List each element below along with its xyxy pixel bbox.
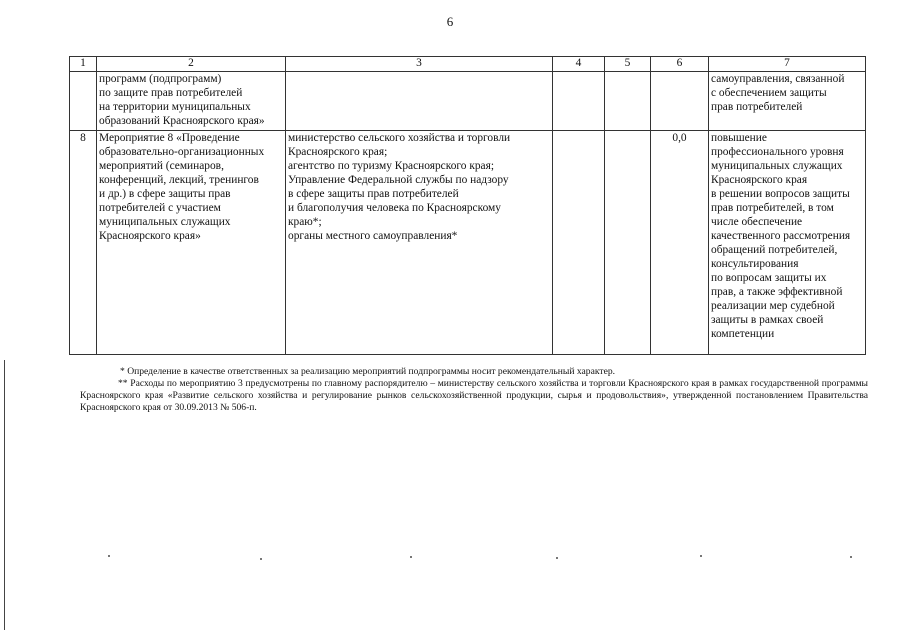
funding-value-cell: 0,0 — [651, 131, 709, 355]
column-number: 4 — [553, 57, 605, 72]
table-cell — [605, 131, 651, 355]
table-row — [70, 72, 866, 131]
column-number: 2 — [97, 57, 286, 72]
column-number-row — [70, 57, 866, 72]
scan-artifact — [260, 558, 262, 560]
footnote-2: ** Расходы по мероприятию 3 предусмотрены по главному распорядителю – министерству сельского хозяйства и торговли Красноярского края в рамках государственной программы Красноярского края «Развитие сельского хозяйства и регулирование рынков сельскохозяйственной продукции, сырья и продовольствия», утвержденной постановлением Правительства Красноярского края от 30.09.2013 № 506-п. — [80, 378, 868, 413]
row-number-cell: 8 — [70, 131, 97, 355]
scan-margin-line — [4, 360, 5, 630]
scan-artifact — [410, 556, 412, 558]
column-number: 6 — [651, 57, 709, 72]
table-row — [70, 131, 866, 355]
responsible-cell: министерство сельского хозяйства и торговли Красноярского края; агентство по туризму Красноярского края; Управление Федеральной службы по надзору в сфере защиты прав потребителей и благополучия человека по Красноярскому краю*; органы местного самоуправления* — [286, 131, 553, 355]
footnotes — [80, 366, 868, 414]
column-number: 7 — [709, 57, 866, 72]
measure-name-cell: Мероприятие 8 «Проведение образовательно-организационных мероприятий (семинаров, конференций, лекций, тренингов и др.) в сфере защиты прав потребителей с участием муниципальных служащих Красноярского края» — [97, 131, 286, 355]
column-number: 3 — [286, 57, 553, 72]
column-number: 1 — [70, 57, 97, 72]
table-cell — [605, 72, 651, 131]
column-number: 5 — [605, 57, 651, 72]
row-number-cell — [70, 72, 97, 131]
table-cell — [553, 131, 605, 355]
footnote-1: * Определение в качестве ответственных за реализацию мероприятий подпрограммы носит рекомендательный характер. — [120, 366, 616, 377]
measure-name-cell: программ (подпрограмм) по защите прав потребителей на территории муниципальных образований Красноярского края» — [97, 72, 286, 131]
scan-artifact — [556, 557, 558, 559]
page-number: 6 — [446, 14, 454, 29]
scan-artifact — [108, 555, 110, 557]
table-cell — [553, 72, 605, 131]
scan-artifact — [850, 556, 852, 558]
measures-table — [69, 56, 866, 355]
expected-result-cell: самоуправления, связанной с обеспечением защиты прав потребителей — [709, 72, 866, 131]
table-cell — [651, 72, 709, 131]
scan-artifact — [700, 555, 702, 557]
expected-result-cell: повышение профессионального уровня муниципальных служащих Красноярского края в решении вопросов защиты прав потребителей, в том числе обеспечение качественного рассмотрения обращений потребителей, консультирования по вопросам защиты их прав, а также эффективной реализации мер судебной защиты в рамках своей компетенции — [709, 131, 866, 355]
responsible-cell — [286, 72, 553, 131]
